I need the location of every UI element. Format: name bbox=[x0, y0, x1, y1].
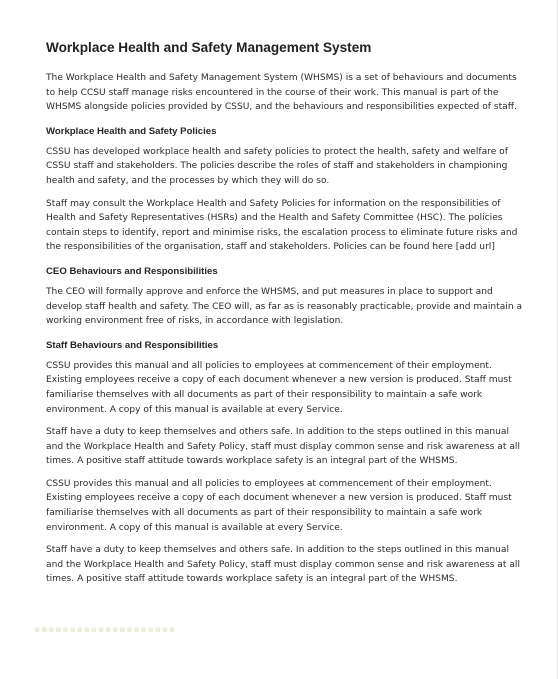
staff-paragraph-2: Staff have a duty to keep themselves and others safe. In addition to the steps outlined in this manual and the Workplace Health and Safety Policy, staff must display common sense and risk awareness at all times. A positive staff attitude towards workplace safety is an integral part of the WHSMS. bbox=[46, 427, 520, 467]
ceo-paragraph-1: The CEO will formally approve and enforce the WHSMS, and put measures in place to support and develop staff health and safety. The CEO will, as far as is reasonably practicable, provide and maintain a working environment free of risks, in accordance with legislation. bbox=[46, 286, 523, 327]
staff-paragraph-4: Staff have a duty to keep themselves and others safe. In addition to the steps outlined in this manual and the Workplace Health and Safety Policy, staff must display common sense and risk awareness at all times. A positive staff attitude towards workplace safety is an integral part of the WHSMS. bbox=[46, 545, 520, 585]
section-staff bbox=[46, 339, 526, 587]
policies-paragraph-2: Staff may consult the Workplace Health and Safety Policies for information on the responsibilities of Health and Safety Representatives (HSRs) and the Health and Safety Committee (HSC). The policies contain steps to identify, report and minimise risks, the escalation process to eliminate future risks and the responsibilities of the organisation, staff and stakeholders. Policies can be found here [add url] bbox=[46, 198, 518, 253]
section-heading-policies: Workplace Health and Safety Policies bbox=[46, 125, 217, 137]
policies-paragraph-1: CSSU has developed workplace health and safety policies to protect the health, safety and welfare of CSSU staff and stakeholders. The policies describe the roles of staff and stakeholders in championing health and safety, and the processes by which they will do so. bbox=[46, 146, 508, 186]
section-ceo bbox=[46, 265, 526, 329]
watermark-graphic: ▪▪▪▪▪▪▪▪▪▪▪▪▪▪▪▪▪▪▪▪ bbox=[34, 625, 176, 635]
staff-paragraph-3: CSSU provides this manual and all policies to employees at commencement of their employment. Existing employees receive a copy of each document whenever a new version is produced. Staff must familiarise themselves with all documents as part of their responsibility to maintain a safe work environment. A copy of this manual is available at every Service. bbox=[46, 478, 512, 533]
document-title: Workplace Health and Safety Management System bbox=[46, 40, 372, 55]
section-heading-ceo: CEO Behaviours and Responsibilities bbox=[46, 265, 218, 277]
document-body bbox=[46, 39, 526, 595]
staff-paragraph-1: CSSU provides this manual and all policies to employees at commencement of their employment. Existing employees receive a copy of each document whenever a new version is produced. Staff must familiarise themselves with all documents as part of their responsibility to maintain a safe work environment. A copy of this manual is available at every Service. bbox=[46, 360, 512, 415]
section-heading-staff: Staff Behaviours and Responsibilities bbox=[46, 339, 219, 351]
section-policies bbox=[46, 125, 526, 255]
intro-paragraph: The Workplace Health and Safety Management System (WHSMS) is a set of behaviours and documents to help CCSU staff manage risks encountered in the course of their work. This manual is part of the WHSMS alongside policies provided by CSSU, and the behaviours and responsibilities expected of staff. bbox=[46, 73, 517, 113]
